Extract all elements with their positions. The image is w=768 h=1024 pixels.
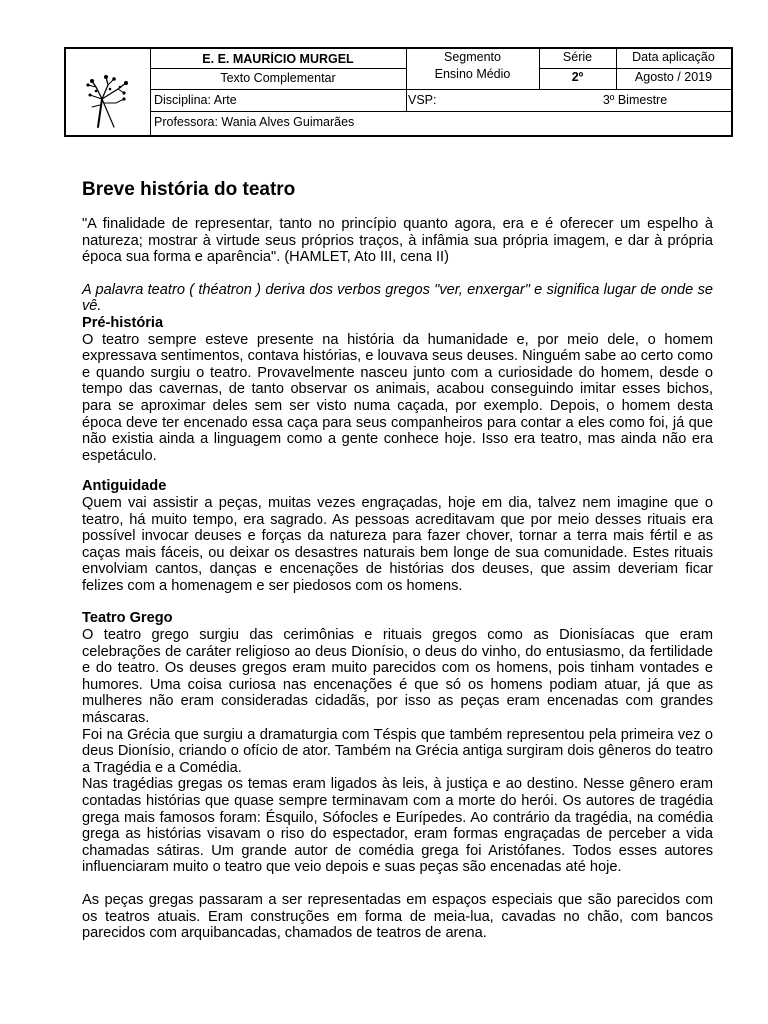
serie-label: Série [562,50,593,64]
section-heading-teatro-grego: Teatro Grego [82,610,173,627]
disciplina: Disciplina: Arte [154,93,237,107]
section-paragraph: Nas tragédias gregas os temas eram ligados às leis, à justiça e ao destino. Nesse gênero eram contadas histórias que quase sempre terminavam com a morte do herói. Os autores de tragédia grega mais famosos foram: Ésquilo, Sófocles e Eurípedes. Ao contrário da tragédia, na comédia grega as histórias visavam o riso do espectador, eram formas engraçadas de perceber a vida chamadas sátiras. Um grande autor de comédia grega foi Aristófanes. Todos esses autores influenciaram muito o teatro que veio depois e suas peças são encenadas até hoje. [82,776,713,876]
vsp: VSP: [408,93,437,107]
section-paragraph: Foi na Grécia que surgiu a dramaturgia com Téspis que também representou pela primeira vez o deus Dionísio, criando o ofício de ator. Também na Grécia antiga surgiram dois gêneros do teatro a Tragédia e a Comédia. [82,726,713,776]
segmento-label: Segmento [444,50,501,64]
segmento-value: Ensino Médio [434,67,511,81]
etymology-note: A palavra teatro ( théatron ) deriva dos verbos gregos "ver, enxergar" e significa lugar de onde se vê. [82,281,713,315]
doc-type: Texto Complementar [220,71,336,85]
page-title: Breve história do teatro [82,179,296,200]
closing-paragraph: As peças gregas passaram a ser representadas em espaços especiais que são parecidos com os teatros atuais. Eram construções em forma de meia-lua, cavadas no chão, com bancos parecidos com arquibancadas, chamados de teatros de arena. [82,891,713,942]
hamlet-quote: "A finalidade de representar, tanto no princípio quanto agora, era e é oferecer um espelho à natureza; mostrar à virtude seus próprios traços, à infâmia sua própria imagem, e dar à própria época sua forma e aparência". (HAMLET, Ato III, cena II) [82,216,713,266]
section-paragraph: Quem vai assistir a peças, muitas vezes engraçadas, hoje em dia, talvez nem imagine que o teatro, há muito tempo, era sagrado. As pessoas acreditavam que por meio desses rituais era possível invocar deuses e forças da natureza para fazer chover, tornar a terra mais fértil e as caças mais fáceis, ou deixar os desastres naturais bem longe de sua comunidade. Estes rituais envolviam cantos, danças e encenações de histórias dos deuses, que assim deveriam ficar felizes com a homenagem e ser piedosos com os homens. [82,494,713,594]
document-body [82,175,713,942]
data-aplicacao-value: Agosto / 2019 [634,70,713,84]
school-name: E. E. MAURÍCIO MURGEL [202,52,354,66]
serie-value: 2º [571,70,584,84]
data-aplicacao-label: Data aplicação [632,50,715,64]
section-heading-antiguidade: Antiguidade [82,478,167,495]
tree-logo-icon [84,69,134,129]
professora: Professora: Wania Alves Guimarães [154,115,355,129]
section-paragraph: O teatro sempre esteve presente na história da humanidade e, por meio dele, o homem expressava sentimentos, contava histórias, e louvava seus deuses. Ninguém sabe ao certo como e quando surgiu o teatro. Provavelmente nasceu junto com a curiosidade do homem, desde o tempo das cavernas, de tanto observar os animais, acabou conseguindo imitar esses bichos, para se aproximar deles sem ser visto numa caçada, por exemplo. Depois, o homem desta época deve ter encenado essa caça para seus companheiros para contar a eles como foi, já que não existia ainda a linguagem como a gente conhece hoje. Isso era teatro, mas ainda não era espetáculo. [82,331,713,464]
school-logo [66,49,150,135]
section-heading-prehistoria: Pré-história [82,314,164,331]
bimestre: 3º Bimestre [602,93,668,107]
section-paragraph: O teatro grego surgiu das cerimônias e rituais gregos como as Dionisíacas que eram celebrações de caráter religioso ao deus Dionísio, o deus do vinho, do entusiasmo, da fertilidade e do teatro. Os deuses gregos eram muito parecidos com os homens, pois tinham vontades e humores. Uma coisa curiosa nas encenações é que só os homens podiam atuar, já que as mulheres não eram consideradas cidadãs, por isso as peças eram encenadas com grandes máscaras. [82,627,713,727]
document-header-table [64,47,733,137]
